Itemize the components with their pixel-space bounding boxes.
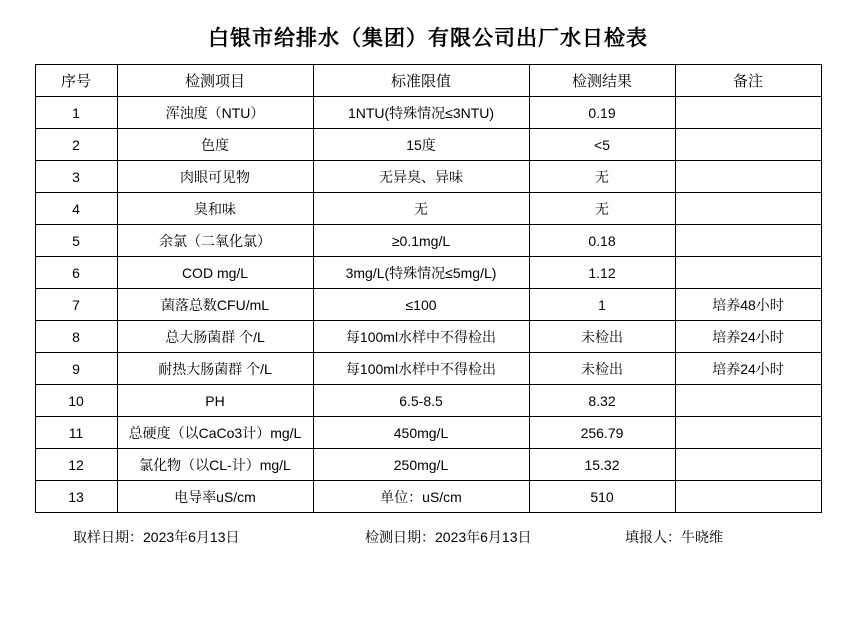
cell-result: 无 — [529, 161, 675, 193]
cell-remark — [675, 257, 821, 289]
table-row — [35, 225, 821, 257]
cell-limit: 无 — [313, 193, 529, 225]
cell-limit: ≤100 — [313, 289, 529, 321]
cell-remark — [675, 385, 821, 417]
table-row — [35, 417, 821, 449]
cell-item: PH — [117, 385, 313, 417]
cell-limit: ≥0.1mg/L — [313, 225, 529, 257]
cell-result: 未检出 — [529, 321, 675, 353]
cell-limit: 每100ml水样中不得检出 — [313, 353, 529, 385]
cell-no: 5 — [35, 225, 117, 257]
cell-item: 浑浊度（NTU） — [117, 97, 313, 129]
cell-no: 13 — [35, 481, 117, 513]
water-quality-table — [35, 64, 822, 513]
table-row — [35, 289, 821, 321]
cell-no: 1 — [35, 97, 117, 129]
cell-item: 总大肠菌群 个/L — [117, 321, 313, 353]
cell-no: 2 — [35, 129, 117, 161]
cell-result: 15.32 — [529, 449, 675, 481]
table-row — [35, 161, 821, 193]
page-title: 白银市给排水（集团）有限公司出厂水日检表 — [208, 27, 648, 50]
cell-remark: 培养24小时 — [675, 321, 821, 353]
cell-result: 0.18 — [529, 225, 675, 257]
cell-result: 510 — [529, 481, 675, 513]
cell-item: 耐热大肠菌群 个/L — [117, 353, 313, 385]
filled-by: 填报人：牛晓维 — [625, 529, 723, 545]
column-header-no: 序号 — [35, 65, 117, 97]
cell-remark — [675, 481, 821, 513]
cell-no: 11 — [35, 417, 117, 449]
cell-limit: 1NTU(特殊情况≤3NTU) — [313, 97, 529, 129]
cell-remark — [675, 129, 821, 161]
cell-no: 4 — [35, 193, 117, 225]
cell-item: COD mg/L — [117, 257, 313, 289]
cell-limit: 15度 — [313, 129, 529, 161]
cell-remark — [675, 161, 821, 193]
cell-limit: 3mg/L(特殊情况≤5mg/L) — [313, 257, 529, 289]
table-row — [35, 481, 821, 513]
cell-result: 1.12 — [529, 257, 675, 289]
cell-no: 7 — [35, 289, 117, 321]
cell-item: 电导率uS/cm — [117, 481, 313, 513]
cell-no: 8 — [35, 321, 117, 353]
column-header-result: 检测结果 — [529, 65, 675, 97]
table-row — [35, 97, 821, 129]
cell-remark: 培养24小时 — [675, 353, 821, 385]
cell-limit: 450mg/L — [313, 417, 529, 449]
cell-remark: 培养48小时 — [675, 289, 821, 321]
table-row — [35, 129, 821, 161]
cell-item: 肉眼可见物 — [117, 161, 313, 193]
cell-item: 臭和味 — [117, 193, 313, 225]
cell-no: 9 — [35, 353, 117, 385]
cell-limit: 每100ml水样中不得检出 — [313, 321, 529, 353]
cell-remark — [675, 193, 821, 225]
column-header-remark: 备注 — [675, 65, 821, 97]
cell-result: 1 — [529, 289, 675, 321]
table-row — [35, 257, 821, 289]
cell-no: 12 — [35, 449, 117, 481]
table-header-row — [35, 65, 821, 97]
column-header-item: 检测项目 — [117, 65, 313, 97]
cell-item: 余氯（二氧化氯） — [117, 225, 313, 257]
column-header-limit: 标准限值 — [313, 65, 529, 97]
cell-result: 未检出 — [529, 353, 675, 385]
cell-no: 6 — [35, 257, 117, 289]
cell-result: 0.19 — [529, 97, 675, 129]
cell-limit: 6.5-8.5 — [313, 385, 529, 417]
cell-limit: 250mg/L — [313, 449, 529, 481]
cell-no: 10 — [35, 385, 117, 417]
sample-date: 取样日期：2023年6月13日 — [73, 529, 240, 545]
cell-result: <5 — [529, 129, 675, 161]
table-row — [35, 449, 821, 481]
test-date: 检测日期：2023年6月13日 — [365, 529, 532, 545]
cell-remark — [675, 97, 821, 129]
table-row — [35, 385, 821, 417]
table-row — [35, 193, 821, 225]
cell-result: 256.79 — [529, 417, 675, 449]
cell-item: 色度 — [117, 129, 313, 161]
cell-limit: 单位：uS/cm — [313, 481, 529, 513]
cell-item: 总硬度（以CaCo3计）mg/L — [117, 417, 313, 449]
footer — [35, 513, 821, 551]
cell-remark — [675, 449, 821, 481]
cell-result: 无 — [529, 193, 675, 225]
table-row — [35, 353, 821, 385]
cell-no: 3 — [35, 161, 117, 193]
cell-item: 氯化物（以CL-计）mg/L — [117, 449, 313, 481]
cell-remark — [675, 225, 821, 257]
table-row — [35, 321, 821, 353]
cell-limit: 无异臭、异味 — [313, 161, 529, 193]
cell-remark — [675, 417, 821, 449]
cell-result: 8.32 — [529, 385, 675, 417]
cell-item: 菌落总数CFU/mL — [117, 289, 313, 321]
